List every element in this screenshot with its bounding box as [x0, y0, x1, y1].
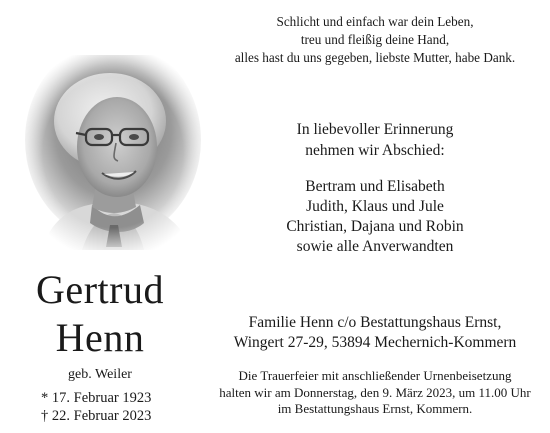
mourners-list — [215, 177, 535, 257]
portrait-photo — [22, 55, 204, 250]
deceased-last-name: Henn — [55, 315, 145, 360]
intro-line: nehmen wir Abschied: — [305, 142, 445, 159]
farewell-intro — [215, 119, 535, 161]
mourner-line: Christian, Dajana und Robin — [286, 218, 464, 235]
ceremony-line: halten wir am Donnerstag, den 9. März 2023, um 11.00 Uhr — [219, 384, 531, 400]
poem-line: treu und fleißig deine Hand, — [300, 32, 450, 47]
ceremony-info — [215, 368, 535, 418]
ceremony-line: Die Trauerfeier mit anschließender Urnenbeisetzung — [238, 368, 512, 383]
right-column — [215, 0, 550, 433]
mourner-line: sowie alle Anverwandten — [296, 238, 454, 255]
maiden-name: geb. Weiler — [68, 367, 132, 382]
family-address — [215, 313, 535, 353]
deceased-first-name: Gertrud — [36, 267, 164, 312]
death-date: † 22. Februar 2023 — [41, 408, 152, 424]
address-line: Familie Henn c/o Bestattungshaus Ernst, — [248, 314, 502, 331]
poem-line: Schlicht und einfach war dein Leben, — [276, 14, 474, 29]
birth-date: * 17. Februar 1923 — [41, 390, 152, 406]
mourner-line: Judith, Klaus und Jule — [306, 198, 444, 215]
poem-line: alles hast du uns gegeben, liebste Mutter, habe Dank. — [234, 50, 516, 65]
memorial-poem — [215, 13, 535, 67]
mourner-line: Bertram und Elisabeth — [305, 178, 445, 195]
ceremony-line: im Bestattungshaus Ernst, Kommern. — [277, 401, 473, 416]
address-line: Wingert 27-29, 53894 Mechernich-Kommern — [233, 334, 517, 351]
intro-line: In liebevoller Erinnerung — [296, 121, 454, 138]
left-column — [0, 0, 215, 433]
